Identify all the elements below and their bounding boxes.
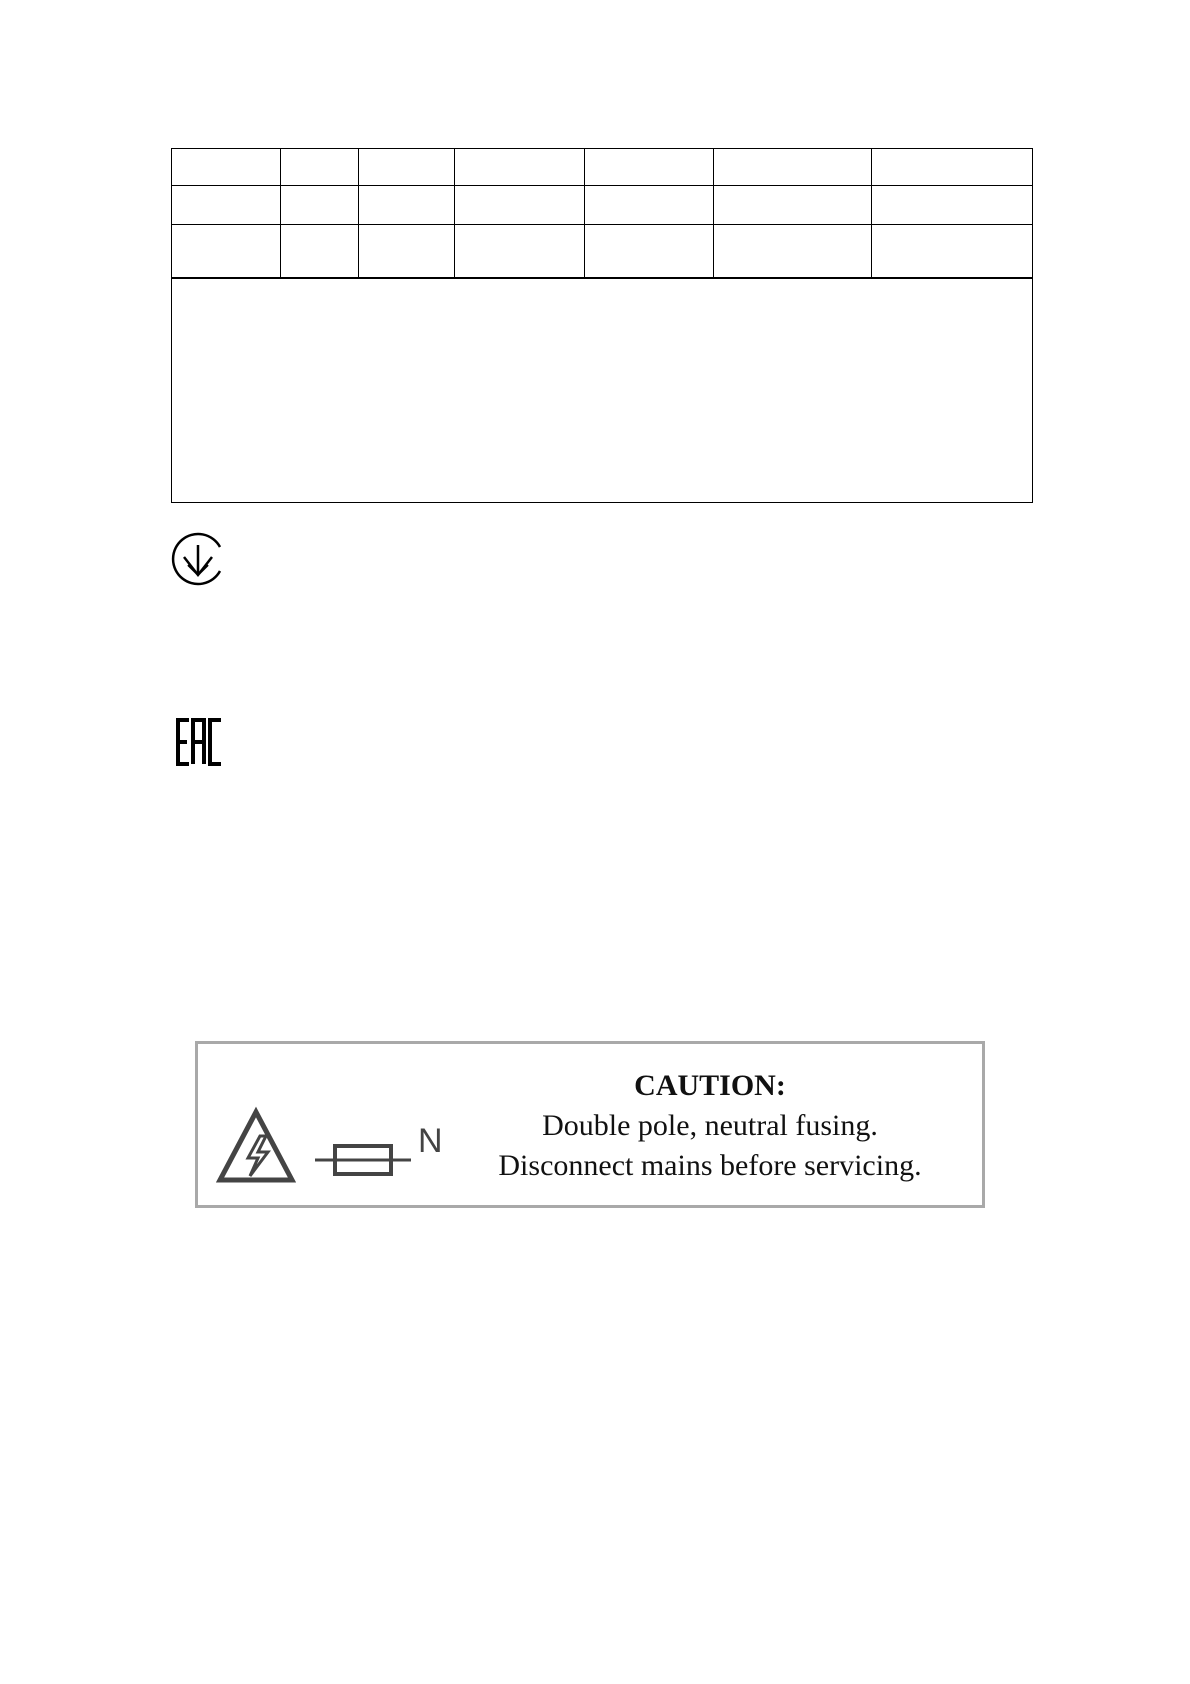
ukrainian-conformity-icon	[170, 531, 226, 587]
high-voltage-warning-icon	[216, 1106, 296, 1186]
caution-line-1: Double pole, neutral fusing.	[542, 1109, 878, 1142]
table-cell-col-1	[172, 149, 281, 278]
neutral-label: N	[418, 1122, 443, 1160]
table-cell-col-2	[281, 149, 359, 278]
caution-title: CAUTION:	[634, 1069, 786, 1102]
caution-text	[460, 1066, 960, 1186]
table-cell-col-5	[585, 149, 714, 278]
table-cell-col-3	[359, 149, 455, 278]
caution-line-2: Disconnect mains before servicing.	[498, 1149, 922, 1182]
table-notes-area	[172, 279, 1032, 502]
eac-icon	[175, 717, 225, 767]
empty-table	[171, 148, 1033, 503]
table-header-rows	[172, 149, 1032, 278]
table-cell-col-4	[455, 149, 585, 278]
caution-label	[195, 1041, 985, 1208]
table-cell-col-6	[714, 149, 872, 278]
fuse-icon	[315, 1142, 411, 1178]
